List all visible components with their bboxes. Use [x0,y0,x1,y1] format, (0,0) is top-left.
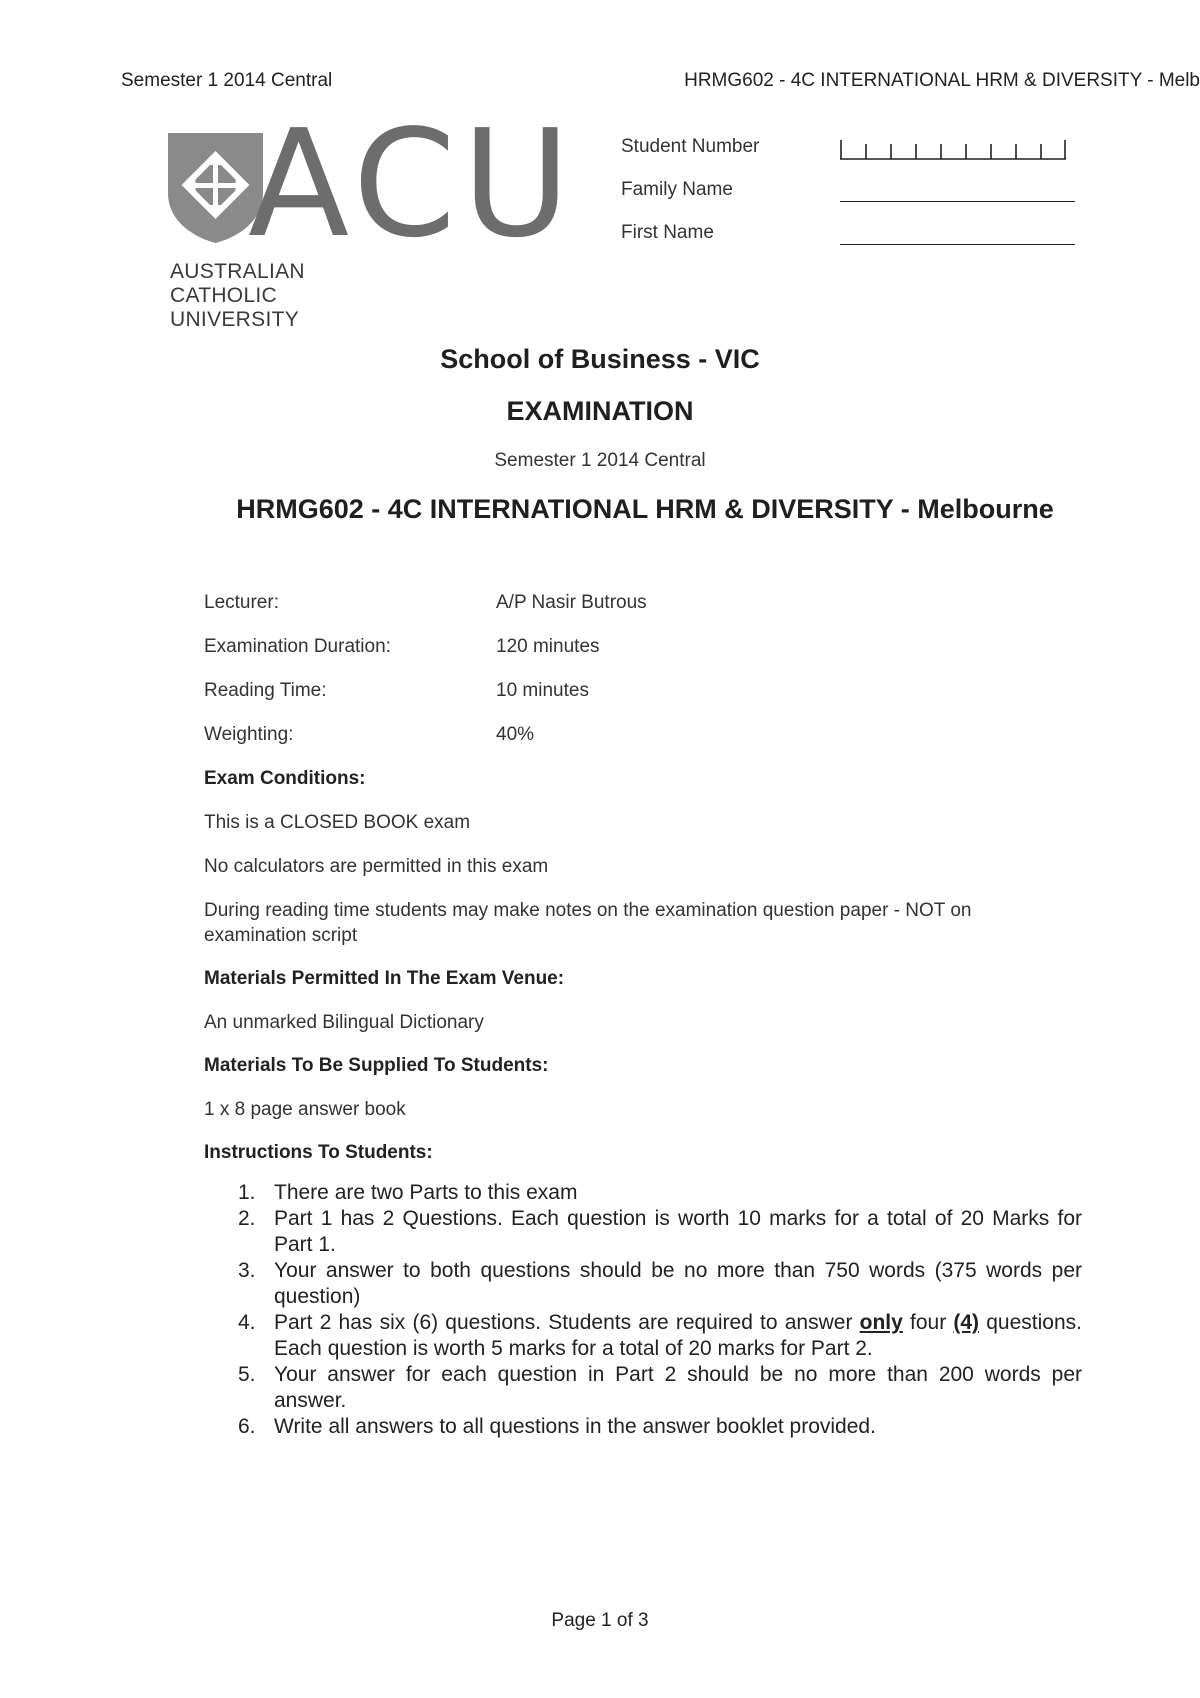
condition-item: examination script [204,925,358,946]
reading-time-label: Reading Time: [204,680,327,701]
condition-item: This is a CLOSED BOOK exam [204,812,471,833]
instruction-number: 3. [238,1259,256,1282]
logo-caption: AUSTRALIAN CATHOLIC UNIVERSITY [170,260,305,331]
instruction-number: 2. [238,1207,256,1230]
weighting-value: 40% [496,724,535,745]
instruction-item [232,1362,1082,1414]
instruction-text: Write all answers to all questions in the answer booklet provided. [274,1415,876,1438]
instruction-item [232,1180,1082,1206]
student-number-label: Student Number [621,136,760,157]
running-header-right: HRMG602 - 4C INTERNATIONAL HRM & DIVERSITY - Melb [684,70,1200,91]
school-title: School of Business - VIC [440,344,760,374]
condition-item: During reading time students may make notes on the examination question paper - NOT on [204,900,972,921]
page-number: Page 1 of 3 [551,1610,649,1631]
student-number-boxes[interactable] [840,138,1066,160]
duration-label: Examination Duration: [204,636,391,657]
logo-wordmark: ACU [248,98,577,270]
instruction-text: Part 1 has 2 Questions. Each question is worth 10 marks for a total of 20 Marks for Part 1. [274,1207,1082,1256]
materials-supplied-item: 1 x 8 page answer book [204,1099,406,1120]
instruction-emphasis: (4) [953,1311,980,1334]
family-name-field[interactable] [840,201,1075,202]
course-title: HRMG602 - 4C INTERNATIONAL HRM & DIVERSITY - Melbourne [236,494,1054,524]
instruction-item [232,1258,1082,1310]
duration-value: 120 minutes [496,636,600,657]
instruction-text: There are two Parts to this exam [274,1181,578,1204]
instruction-number: 4. [238,1311,256,1334]
lecturer-value: A/P Nasir Butrous [496,592,647,613]
instruction-item [232,1414,1082,1440]
semester-subtitle: Semester 1 2014 Central [494,450,706,471]
instructions-list [232,1180,1082,1440]
exam-conditions-heading: Exam Conditions: [204,768,366,789]
instruction-number: 5. [238,1363,256,1386]
instruction-text: four [910,1311,947,1334]
instruction-number: 6. [238,1415,256,1438]
instructions-heading: Instructions To Students: [204,1142,433,1163]
materials-permitted-heading: Materials Permitted In The Exam Venue: [204,968,565,989]
exam-title: EXAMINATION [506,396,694,426]
instruction-text: Your answer to both questions should be no more than 750 words (375 words per question) [274,1259,1082,1308]
lecturer-label: Lecturer: [204,592,279,613]
first-name-field[interactable] [840,244,1075,245]
reading-time-value: 10 minutes [496,680,589,701]
instruction-item [232,1310,1082,1362]
instruction-text: questions. Each question is worth 5 marks for a total of 20 marks for Part 2. [274,1311,1082,1360]
materials-permitted-item: An unmarked Bilingual Dictionary [204,1012,484,1033]
instruction-number: 1. [238,1181,256,1204]
first-name-label: First Name [621,222,714,243]
running-header-left: Semester 1 2014 Central [121,70,333,91]
instruction-text: Part 2 has six (6) questions. Students are required to answer [274,1311,853,1334]
family-name-label: Family Name [621,179,733,200]
instruction-emphasis: only [859,1311,903,1334]
materials-supplied-heading: Materials To Be Supplied To Students: [204,1055,549,1076]
condition-item: No calculators are permitted in this exam [204,856,549,877]
weighting-label: Weighting: [204,724,294,745]
instruction-item [232,1206,1082,1258]
instruction-text: Your answer for each question in Part 2 should be no more than 200 words per answer. [274,1363,1082,1412]
